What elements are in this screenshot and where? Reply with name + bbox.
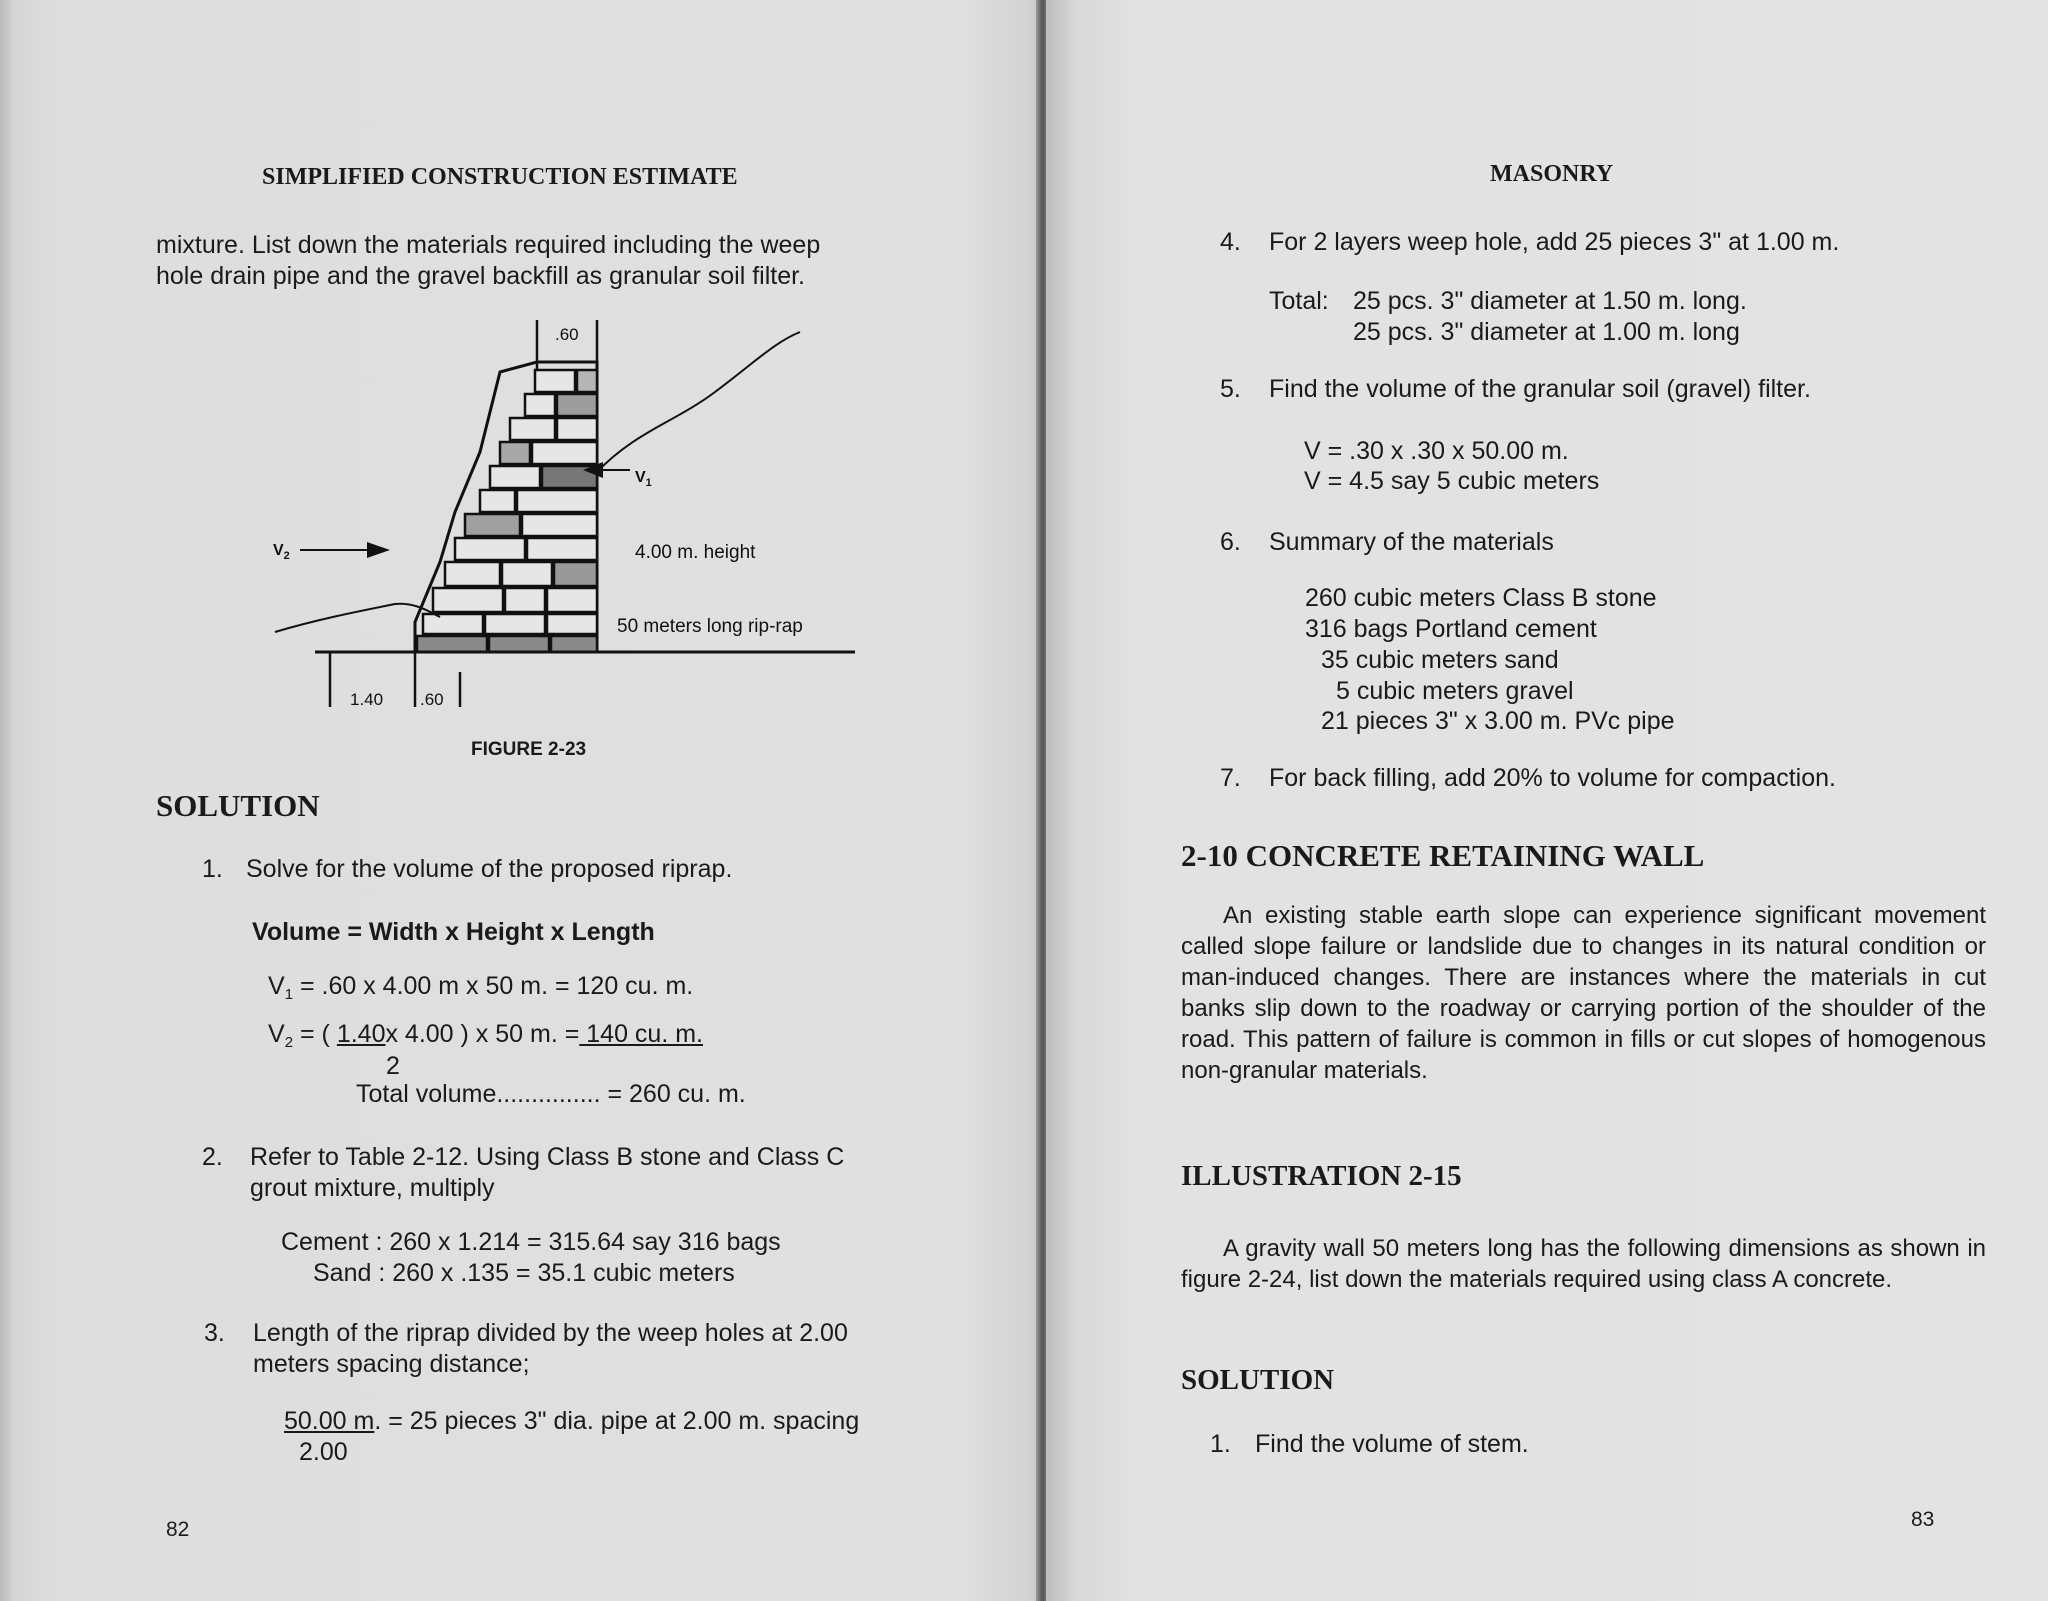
step-number: 1.	[1210, 1430, 1231, 1458]
step-number: 7.	[1220, 764, 1241, 792]
weep-calc: 50.00 m. = 25 pieces 3" dia. pipe at 2.00 m. spacing	[284, 1407, 860, 1435]
label-v1: $V_1$	[635, 469, 652, 489]
v2-equation: $V_2$ = ( 1.40x 4.00 ) x 50 m. = 140 cu. m.	[268, 1020, 703, 1051]
step-text: Find the volume of stem.	[1255, 1430, 1529, 1458]
step-text: Find the volume of the granular soil (gravel) filter.	[1269, 375, 1811, 403]
section-heading: 2-10 CONCRETE RETAINING WALL	[1181, 838, 1705, 873]
total-label: Total:	[1269, 287, 1329, 315]
solution-heading: SOLUTION	[156, 788, 320, 823]
step-number: 4.	[1220, 228, 1241, 256]
step-number: 2.	[202, 1143, 223, 1171]
volume-line: V = .30 x .30 x 50.00 m.	[1304, 437, 1569, 465]
step-text: Refer to Table 2-12. Using Class B stone and Class C	[250, 1143, 845, 1171]
intro-line-1: mixture. List down the materials required including the weep	[156, 231, 821, 259]
step-text: grout mixture, multiply	[250, 1174, 495, 1202]
figure-caption: FIGURE 2-23	[471, 739, 587, 760]
summary-item: 260 cubic meters Class B stone	[1305, 584, 1657, 612]
solution-heading: SOLUTION	[1181, 1364, 1335, 1396]
v2-denominator: 2	[386, 1052, 400, 1080]
riprap-figure	[255, 312, 855, 732]
step-number: 5.	[1220, 375, 1241, 403]
total-volume: Total volume............... = 260 cu. m.	[356, 1080, 746, 1108]
label-height: 4.00 m. height	[635, 542, 756, 563]
weep-denominator: 2.00	[299, 1438, 348, 1466]
step-number: 1.	[202, 855, 223, 883]
label-v2: $V_2$	[273, 542, 290, 562]
backfill-slope	[597, 332, 800, 472]
volume-formula: Volume = Width x Height x Length	[252, 918, 655, 946]
v1-equation: $V_1 = .60$ x 4.00 m x 50 m. = 120 cu. m.	[268, 972, 694, 1003]
label-length: 50 meters long rip-rap	[617, 616, 803, 637]
v2-arrowhead	[367, 542, 390, 558]
page-number: 83	[1911, 1508, 1935, 1531]
label-base2: .60	[420, 690, 444, 709]
right-page	[1046, 0, 2048, 1601]
illustration-paragraph: A gravity wall 50 meters long has the following dimensions as shown in figure 2-24, list down the materials required using class A concrete.	[1181, 1235, 1986, 1293]
summary-item: 21 pieces 3" x 3.00 m. PVc pipe	[1321, 707, 1675, 735]
step-number: 6.	[1220, 528, 1241, 556]
volume-line: V = 4.5 say 5 cubic meters	[1304, 467, 1600, 495]
running-header: SIMPLIFIED CONSTRUCTION ESTIMATE	[262, 164, 738, 190]
step-text: For 2 layers weep hole, add 25 pieces 3" at 1.00 m.	[1269, 228, 1840, 256]
page-number: 82	[166, 1518, 190, 1541]
label-base: 1.40	[350, 690, 384, 709]
summary-item: 5 cubic meters gravel	[1336, 677, 1574, 705]
illustration-heading: ILLUSTRATION 2-15	[1181, 1160, 1462, 1192]
sand-calc: Sand : 260 x .135 = 35.1 cubic meters	[313, 1259, 735, 1287]
step-text: Length of the riprap divided by the weep holes at 2.00	[253, 1319, 848, 1347]
running-header: MASONRY	[1490, 161, 1614, 187]
step-text: Solve for the volume of the proposed riprap.	[246, 855, 733, 883]
cement-calc: Cement : 260 x 1.214 = 315.64 say 316 bags	[281, 1228, 781, 1256]
label-top-width: .60	[555, 325, 579, 344]
summary-item: 316 bags Portland cement	[1305, 615, 1597, 643]
intro-line-2: hole drain pipe and the gravel backfill as granular soil filter.	[156, 262, 805, 290]
total-line: 25 pcs. 3" diameter at 1.00 m. long	[1353, 318, 1740, 346]
section-paragraph: An existing stable earth slope can experience significant movement called slope failure or landslide due to changes in its natural condition or man-induced changes. There are instances where the materials in cut banks slip down to the roadway or carrying portion of the shoulder of the road. This pattern of failure is common in fills or cut slopes of homogenous non-granular materials.	[1181, 902, 1986, 1084]
step-number: 3.	[204, 1319, 225, 1347]
step-text: For back filling, add 20% to volume for compaction.	[1269, 764, 1836, 792]
stone-blocks	[417, 370, 597, 652]
summary-item: 35 cubic meters sand	[1321, 646, 1559, 674]
step-text: meters spacing distance;	[253, 1350, 530, 1378]
total-line: 25 pcs. 3" diameter at 1.50 m. long.	[1353, 287, 1747, 315]
step-text: Summary of the materials	[1269, 528, 1554, 556]
